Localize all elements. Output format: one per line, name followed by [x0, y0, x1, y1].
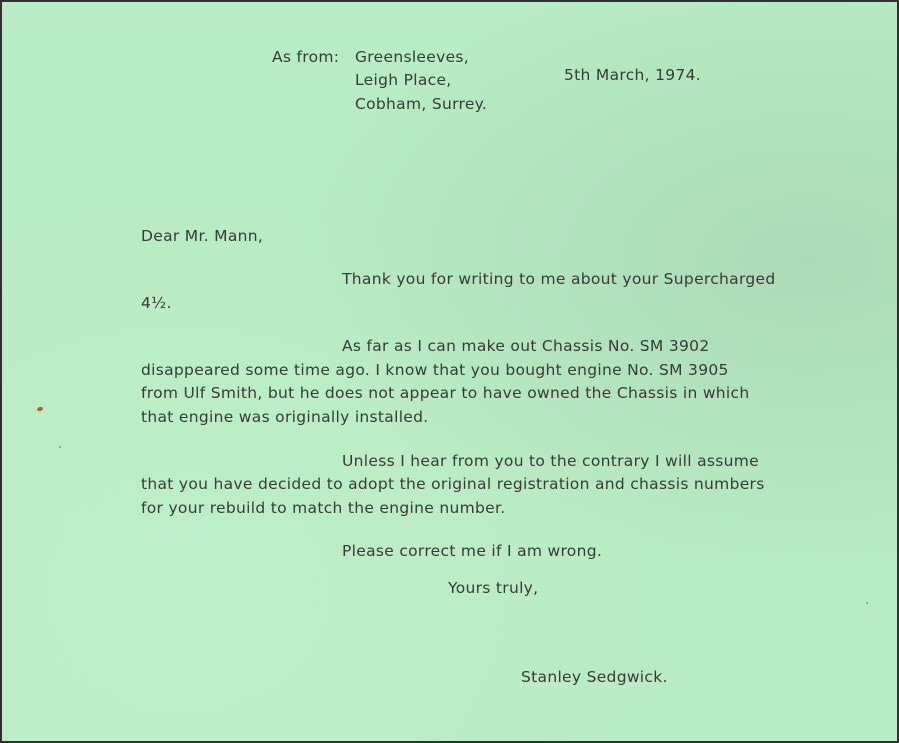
- paragraph-3-line-3: for your rebuild to match the engine number.: [141, 499, 506, 517]
- paragraph-1-line-1: Thank you for writing to me about your Supercharged: [342, 270, 776, 288]
- paragraph-2-line-2: disappeared some time ago. I know that you bought engine No. SM 3905: [141, 361, 729, 379]
- paper-speck: [866, 602, 868, 604]
- salutation: Dear Mr. Mann,: [141, 227, 264, 245]
- address-line-1: Greensleeves,: [355, 48, 470, 66]
- paragraph-4-line-1: Please correct me if I am wrong.: [342, 542, 603, 560]
- paragraph-2-line-1: As far as I can make out Chassis No. SM 3902: [342, 337, 710, 355]
- signature-name: Stanley Sedgwick.: [521, 668, 668, 686]
- paragraph-2-line-4: that engine was originally installed.: [141, 408, 429, 426]
- address-line-2: Leigh Place,: [355, 71, 452, 89]
- address-line-3: Cobham, Surrey.: [355, 95, 488, 113]
- letter-date: 5th March, 1974.: [564, 66, 701, 84]
- ink-stain: [36, 406, 43, 412]
- paragraph-2-line-3: from Ulf Smith, but he does not appear to have owned the Chassis in which: [141, 384, 750, 402]
- paragraph-3-line-1: Unless I hear from you to the contrary I will assume: [342, 452, 759, 470]
- as-from-label: As from:: [272, 48, 340, 66]
- paragraph-1-line-2: 4½.: [141, 294, 172, 312]
- paper-speck: [59, 446, 61, 448]
- paragraph-3-line-2: that you have decided to adopt the original registration and chassis numbers: [141, 475, 765, 493]
- closing: Yours truly,: [448, 579, 539, 597]
